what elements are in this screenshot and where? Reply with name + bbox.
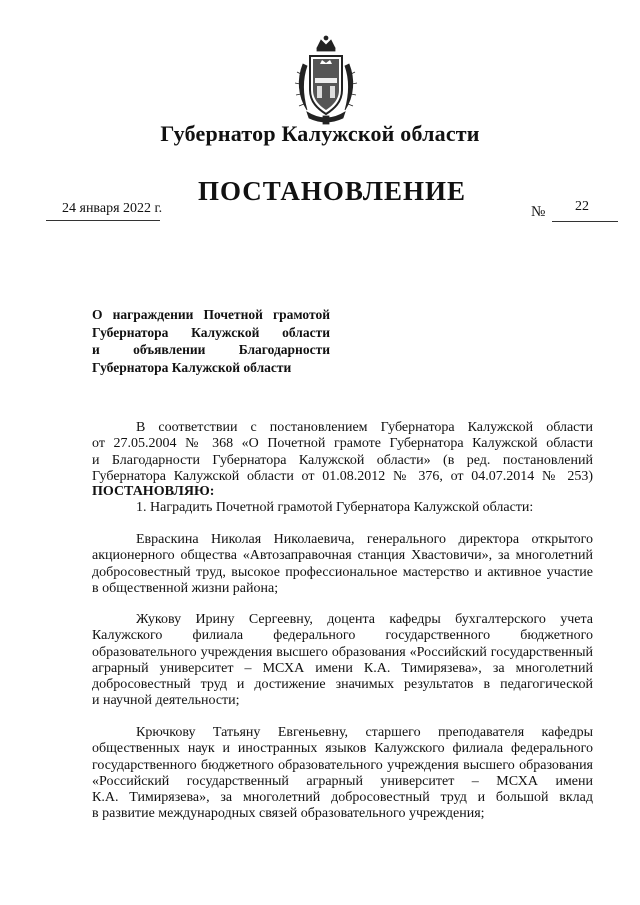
subject-line: О награждении Почетной грамотой bbox=[92, 307, 330, 322]
number-underline bbox=[552, 221, 618, 222]
date-underline bbox=[46, 220, 160, 221]
item-1: 1. Наградить Почетной грамотой Губернатора Калужской области: bbox=[136, 500, 534, 515]
subject-line: и объявлении Благодарности bbox=[92, 342, 330, 357]
preamble-line: от 27.05.2004 № 368 «О Почетной грамоте Губернатора Калужской области bbox=[92, 436, 593, 452]
subject-line: Губернатора Калужской области bbox=[92, 359, 292, 375]
decree-word: ПОСТАНОВЛЯЮ: bbox=[92, 484, 215, 499]
awardee-line: образовательного учреждения высшего образования «Российский государственный bbox=[92, 644, 593, 660]
awardee-line: государственного бюджетного образовательного учреждения высшего образования bbox=[92, 757, 593, 773]
awardee-paragraph bbox=[92, 612, 593, 710]
awardee-line: Жукову Ирину Сергеевну, доцента кафедры бухгалтерского учета bbox=[136, 612, 593, 627]
awardee-line: добросовестный труд и достижение значимых результатов в педагогической bbox=[92, 677, 593, 693]
awardee-line: «Российский государственный аграрный университет – МСХА имени bbox=[92, 773, 593, 789]
awardee-line: Крючкову Татьяну Евгеньевну, старшего преподавателя кафедры bbox=[136, 725, 593, 740]
awardee-line: К.А. Тимирязева», за многолетний добросовестный труд и большой вклад bbox=[92, 790, 593, 806]
awardee-line: акционерного общества «Автозаправочная станция Хвастовичи», за многолетний bbox=[92, 548, 593, 564]
awardee-paragraph bbox=[92, 532, 593, 597]
awardee-line: и научной деятельности; bbox=[92, 693, 240, 709]
awardee-paragraph bbox=[92, 725, 593, 823]
awardee-line: Калужского филиала федерального государственного бюджетного bbox=[92, 628, 593, 644]
governor-title: Губернатор Калужской области bbox=[160, 121, 480, 146]
preamble-paragraph bbox=[92, 420, 593, 485]
awardee-line: в общественной жизни района; bbox=[92, 580, 279, 596]
number-label: № bbox=[531, 204, 546, 220]
document-type: ПОСТАНОВЛЕНИЕ bbox=[197, 176, 467, 206]
awardee-line: добросовестный труд, высокое профессиональное мастерство и активное участие bbox=[92, 564, 593, 580]
preamble-line: и Благодарности Губернатора Калужской области» (в ред. постановлений bbox=[92, 452, 593, 468]
awardee-line: аграрный университет – МСХА имени К.А. Тимирязева», за многолетний bbox=[92, 660, 593, 676]
awardee-line: в развитие международных связей образовательного учреждения; bbox=[92, 806, 485, 822]
preamble-line: В соответствии с постановлением Губернатора Калужской области bbox=[136, 420, 593, 435]
subject-line: Губернатора Калужской области bbox=[92, 324, 330, 340]
document-subject bbox=[92, 306, 330, 376]
preamble-line: Губернатора Калужской области от 01.08.2012 № 376, от 04.07.2014 № 253) bbox=[92, 468, 593, 484]
awardee-line: общественных наук и иностранных языков Калужского филиала федерального bbox=[92, 741, 593, 757]
document-number: 22 bbox=[575, 199, 589, 214]
coat-of-arms-icon bbox=[293, 34, 359, 126]
awardee-line: Евраскина Николая Николаевича, генерального директора открытого bbox=[136, 532, 593, 547]
document-date: 24 января 2022 г. bbox=[62, 201, 163, 216]
